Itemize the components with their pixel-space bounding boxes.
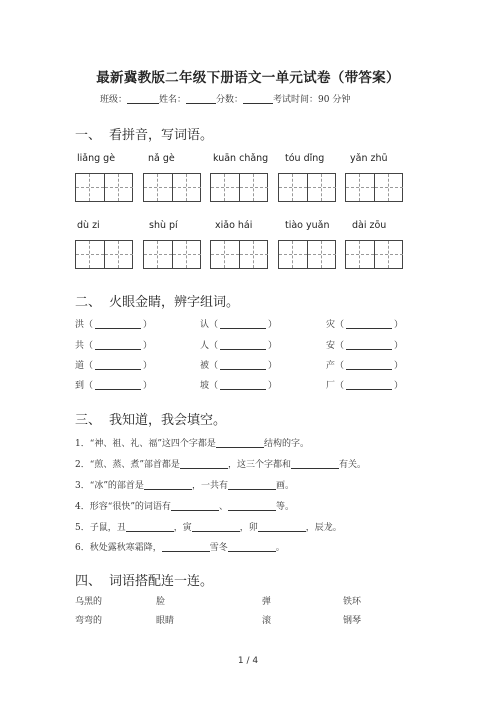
name-blank[interactable] <box>186 94 216 104</box>
match-word[interactable]: 滚 <box>262 616 272 626</box>
answer-blank[interactable] <box>180 459 228 469</box>
answer-blank[interactable] <box>220 319 266 329</box>
match-word[interactable]: 弯弯的 <box>75 616 103 626</box>
answer-blank[interactable] <box>220 360 266 370</box>
section4-title: 词语搭配连一连。 <box>109 574 214 589</box>
writing-grid-1-3[interactable] <box>210 173 268 202</box>
answer-blank[interactable] <box>228 501 276 511</box>
section4-heading <box>75 570 213 589</box>
question-4: 4．形容“很快”的词语有 、 等。 <box>75 502 294 512</box>
answer-blank[interactable] <box>95 360 141 370</box>
answer-blank[interactable] <box>216 438 264 448</box>
match-word[interactable]: 弹 <box>262 597 272 607</box>
word-group-4-1: 到（ ） <box>75 381 153 391</box>
word-group-4-2: 坡（ ） <box>200 381 278 391</box>
answer-blank[interactable] <box>144 480 192 490</box>
pinyin-2-1: dù zi <box>77 220 100 231</box>
page-number: 1 / 4 <box>237 656 259 666</box>
section1-heading <box>75 124 213 143</box>
writing-grid-2-1[interactable] <box>75 240 133 269</box>
section4-number: 四、 <box>75 574 102 589</box>
word-group-2-1: 共（ ） <box>75 341 153 351</box>
writing-grid-2-4[interactable] <box>278 240 336 269</box>
match-word[interactable]: 乌黑的 <box>75 597 103 607</box>
section2-heading <box>75 291 239 310</box>
writing-grid-1-1[interactable] <box>75 173 133 202</box>
answer-blank[interactable] <box>220 380 266 390</box>
question-1: 1．“神、祖、礼、福”这四个字都是 结构的字。 <box>75 439 309 449</box>
pinyin-1-1: liǎng gè <box>77 153 116 164</box>
answer-blank[interactable] <box>171 501 219 511</box>
class-blank[interactable] <box>127 94 159 104</box>
match-word[interactable]: 铁环 <box>343 597 362 607</box>
answer-blank[interactable] <box>192 522 240 532</box>
student-info-line <box>100 92 350 105</box>
pinyin-2-5: dài zōu <box>352 220 387 231</box>
word-group-3-3: 产（ ） <box>326 361 404 371</box>
answer-blank[interactable] <box>346 319 392 329</box>
class-label: 班级： <box>100 95 128 105</box>
answer-blank[interactable] <box>258 522 306 532</box>
writing-grid-2-2[interactable] <box>143 240 201 269</box>
word-group-1-3: 灾（ ） <box>326 320 404 330</box>
pinyin-2-4: tiào yuǎn <box>285 220 330 231</box>
pinyin-1-2: nǎ gè <box>148 153 175 164</box>
score-blank[interactable] <box>243 94 273 104</box>
section2-number: 二、 <box>75 295 102 310</box>
pinyin-2-3: xiǎo hái <box>215 220 253 231</box>
writing-grid-1-4[interactable] <box>278 173 336 202</box>
section1-title: 看拼音，写词语。 <box>109 128 214 143</box>
section2-title: 火眼金睛，辨字组词。 <box>109 295 240 310</box>
answer-blank[interactable] <box>95 319 141 329</box>
writing-grid-1-2[interactable] <box>143 173 201 202</box>
writing-grid-2-3[interactable] <box>210 240 268 269</box>
word-group-2-3: 安（ ） <box>326 341 404 351</box>
answer-blank[interactable] <box>162 542 210 552</box>
answer-blank[interactable] <box>346 340 392 350</box>
word-group-3-2: 被（ ） <box>200 361 278 371</box>
question-6: 6．秋处露秋寒霜降， 雪冬 。 <box>75 543 285 553</box>
answer-blank[interactable] <box>95 380 141 390</box>
section3-heading <box>75 409 226 428</box>
writing-grid-1-5[interactable] <box>345 173 403 202</box>
pinyin-1-4: tóu dǐng <box>285 153 325 164</box>
answer-blank[interactable] <box>291 459 339 469</box>
answer-blank[interactable] <box>228 480 276 490</box>
pinyin-1-5: yǎn zhū <box>350 153 388 164</box>
name-label: 姓名： <box>159 95 187 105</box>
question-3: 3．“冰”的部首是 ，一共有 画。 <box>75 481 294 491</box>
answer-blank[interactable] <box>95 340 141 350</box>
match-word[interactable]: 眼睛 <box>156 616 175 626</box>
word-group-1-1: 洪（ ） <box>75 320 153 330</box>
word-group-2-2: 人（ ） <box>200 341 278 351</box>
answer-blank[interactable] <box>346 360 392 370</box>
answer-blank[interactable] <box>228 542 276 552</box>
answer-blank[interactable] <box>220 340 266 350</box>
question-2: 2．“煎、蒸、煮”部首都是 ，这三个字都和 有关。 <box>75 460 366 470</box>
score-label: 分数： <box>216 95 244 105</box>
page-title: 最新冀教版二年级下册语文一单元试卷（带答案） <box>96 70 400 86</box>
section1-number: 一、 <box>75 128 102 143</box>
word-group-4-3: 厂（ ） <box>326 381 404 391</box>
section3-title: 我知道，我会填空。 <box>109 413 227 428</box>
pinyin-1-3: kuān chǎng <box>213 153 269 164</box>
writing-grid-2-5[interactable] <box>345 240 403 269</box>
word-group-3-1: 道（ ） <box>75 361 153 371</box>
question-5: 5．子鼠，丑 ，寅 ，卯 ，辰龙。 <box>75 523 342 533</box>
section3-number: 三、 <box>75 413 102 428</box>
answer-blank[interactable] <box>346 380 392 390</box>
pinyin-2-2: shù pí <box>149 220 178 231</box>
word-group-1-2: 认（ ） <box>200 320 278 330</box>
match-word[interactable]: 钢琴 <box>343 616 362 626</box>
answer-blank[interactable] <box>126 522 174 532</box>
time-label: 考试时间：90 分钟 <box>273 95 351 105</box>
match-word[interactable]: 脸 <box>156 597 166 607</box>
